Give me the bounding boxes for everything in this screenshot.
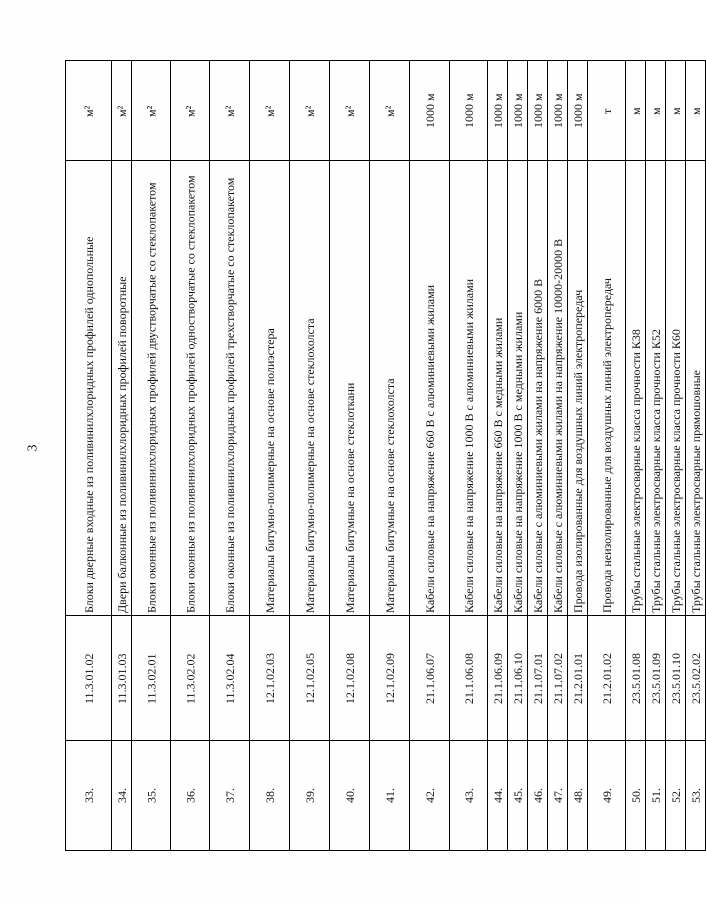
unit-cell: м² (171, 61, 210, 161)
num-cell: 39. (290, 741, 330, 851)
name-cell: Кабели силовые на напряжение 1000 В с алюминиевыми жилами (450, 161, 488, 616)
code-cell: 21.1.07.01 (528, 616, 548, 741)
code-cell: 21.1.06.07 (410, 616, 450, 741)
code-row (66, 616, 706, 741)
name-cell: Кабели силовые на напряжение 660 В с алюминиевыми жилами (410, 161, 450, 616)
name-cell: Кабели силовые с алюминиевыми жилами на напряжение 10000-20000 В (548, 161, 568, 616)
unit-cell: м² (112, 61, 132, 161)
unit-cell: т (588, 61, 626, 161)
unit-cell: 1000 м (528, 61, 548, 161)
num-cell: 47. (548, 741, 568, 851)
num-cell: 36. (171, 741, 210, 851)
unit-cell: м² (210, 61, 250, 161)
num-cell: 52. (666, 741, 686, 851)
num-cell: 42. (410, 741, 450, 851)
code-cell: 23.5.01.10 (666, 616, 686, 741)
code-cell: 12.1.02.09 (370, 616, 410, 741)
name-cell: Блоки оконные из поливинилхлоридных профилей двустворчатые со стеклопакетом (132, 161, 171, 616)
num-cell: 41. (370, 741, 410, 851)
table-body (66, 61, 706, 851)
code-cell: 12.1.02.08 (330, 616, 370, 741)
unit-cell: м² (330, 61, 370, 161)
code-cell: 21.1.06.10 (508, 616, 528, 741)
num-cell: 49. (588, 741, 626, 851)
num-cell: 35. (132, 741, 171, 851)
unit-cell: 1000 м (410, 61, 450, 161)
num-cell: 33. (66, 741, 112, 851)
code-cell: 12.1.02.05 (290, 616, 330, 741)
name-cell: Кабели силовые с алюминиевыми жилами на напряжение 6000 В (528, 161, 548, 616)
unit-cell: м² (66, 61, 112, 161)
name-cell: Трубы стальные электросварные класса прочности К60 (666, 161, 686, 616)
name-cell: Кабели силовые на напряжение 660 В с медными жилами (488, 161, 508, 616)
code-cell: 21.2.01.02 (588, 616, 626, 741)
unit-cell: м (666, 61, 686, 161)
code-cell: 21.1.06.09 (488, 616, 508, 741)
name-cell: Материалы битумные на основе стеклоткани (330, 161, 370, 616)
name-cell: Трубы стальные электросварные класса прочности К38 (626, 161, 646, 616)
code-cell: 11.3.01.02 (66, 616, 112, 741)
unit-cell: м (686, 61, 706, 161)
name-row (66, 161, 706, 616)
unit-cell: 1000 м (568, 61, 588, 161)
num-cell: 37. (210, 741, 250, 851)
num-cell: 51. (646, 741, 666, 851)
name-cell: Двери балконные из поливинилхлоридных профилей поворотные (112, 161, 132, 616)
code-cell: 21.1.06.08 (450, 616, 488, 741)
name-cell: Материалы битумные на основе стеклохолста (370, 161, 410, 616)
num-cell: 44. (488, 741, 508, 851)
code-cell: 11.3.02.01 (132, 616, 171, 741)
unit-cell: м (646, 61, 666, 161)
unit-cell: 1000 м (488, 61, 508, 161)
num-cell: 48. (568, 741, 588, 851)
code-cell: 23.5.01.08 (626, 616, 646, 741)
code-cell: 21.2.01.01 (568, 616, 588, 741)
code-cell: 23.5.02.02 (686, 616, 706, 741)
code-cell: 11.3.01.03 (112, 616, 132, 741)
unit-cell: 1000 м (548, 61, 568, 161)
code-cell: 21.1.07.02 (548, 616, 568, 741)
name-cell: Трубы стальные электросварные класса прочности К52 (646, 161, 666, 616)
name-cell: Провода неизолированные для воздушных линий электропередач (588, 161, 626, 616)
unit-cell: м² (250, 61, 290, 161)
code-cell: 23.5.01.09 (646, 616, 666, 741)
rotated-table-wrapper (65, 60, 703, 850)
num-cell: 53. (686, 741, 706, 851)
unit-cell: 1000 м (508, 61, 528, 161)
unit-row (66, 61, 706, 161)
num-cell: 45. (508, 741, 528, 851)
unit-cell: м² (132, 61, 171, 161)
num-cell: 34. (112, 741, 132, 851)
unit-cell: м² (290, 61, 330, 161)
name-cell: Блоки дверные входные из поливинилхлоридных профилей однопольные (66, 161, 112, 616)
code-cell: 12.1.02.03 (250, 616, 290, 741)
name-cell: Кабели силовые на напряжение 1000 В с медными жилами (508, 161, 528, 616)
code-cell: 11.3.02.04 (210, 616, 250, 741)
unit-cell: м (626, 61, 646, 161)
num-row (66, 741, 706, 851)
num-cell: 50. (626, 741, 646, 851)
materials-table (65, 60, 706, 851)
num-cell: 38. (250, 741, 290, 851)
unit-cell: м² (370, 61, 410, 161)
name-cell: Материалы битумно-полимерные на основе полиэстера (250, 161, 290, 616)
name-cell: Блоки оконные из поливинилхлоридных профилей трехстворчатые со стеклопакетом (210, 161, 250, 616)
num-cell: 46. (528, 741, 548, 851)
name-cell: Материалы битумно-полимерные на основе стеклохолста (290, 161, 330, 616)
page-number: 3 (25, 444, 41, 452)
code-cell: 11.3.02.02 (171, 616, 210, 741)
unit-cell: 1000 м (450, 61, 488, 161)
num-cell: 40. (330, 741, 370, 851)
name-cell: Блоки оконные из поливинилхлоридных профилей одностворчатые со стеклопакетом (171, 161, 210, 616)
name-cell: Провода изолированные для воздушных линий электропередач (568, 161, 588, 616)
name-cell: Трубы стальные электросварные прямошовные (686, 161, 706, 616)
num-cell: 43. (450, 741, 488, 851)
